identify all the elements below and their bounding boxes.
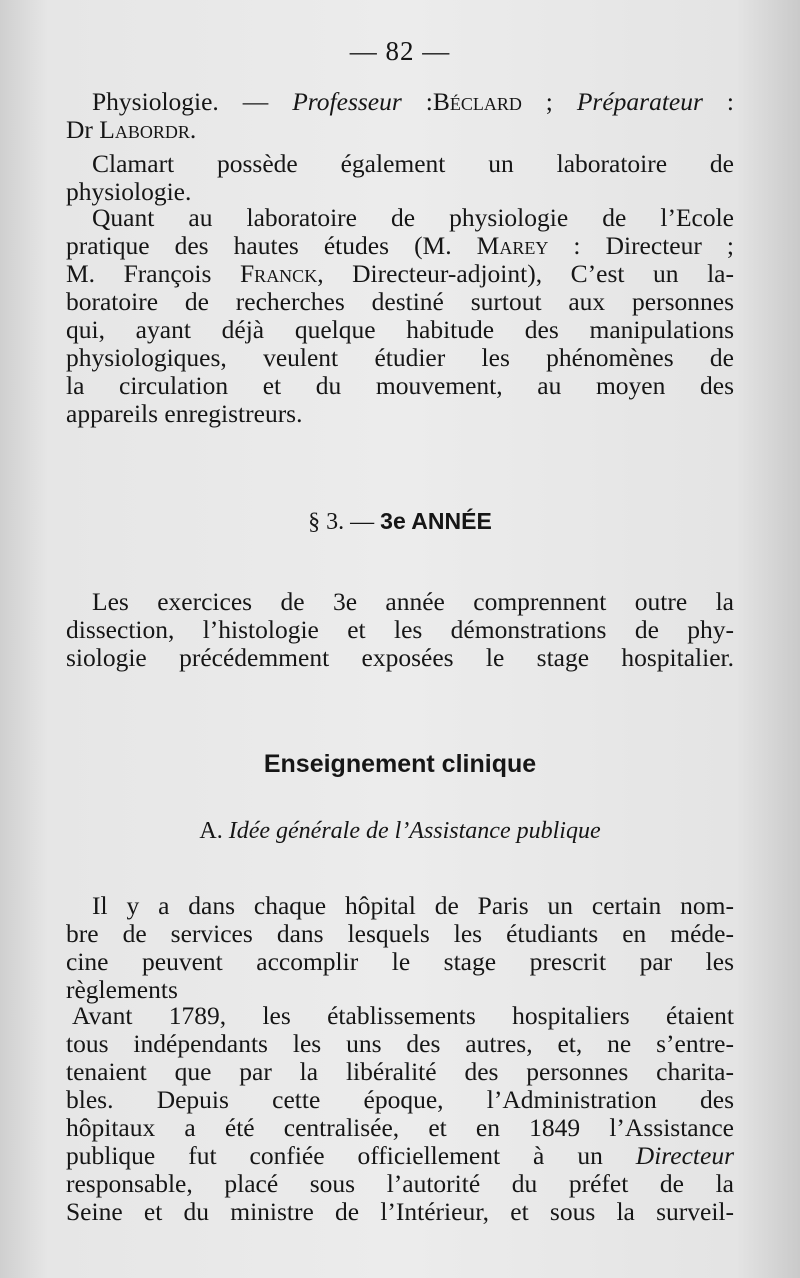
subheading-assistance-publique: A. Idée générale de l’Assistance publique bbox=[199, 818, 601, 844]
heading-enseignement-clinique: Enseignement clinique bbox=[263, 750, 537, 778]
paragraph-laboratoire-line-1: Quant au laboratoire de physiologie de l’Ecole bbox=[92, 203, 734, 232]
paragraph-avant-1789-line-4: bles. Depuis cette époque, l’Administration des bbox=[66, 1085, 734, 1114]
paragraph-avant-1789-line-2: tous indépendants les uns des autres, et, ne s’entre- bbox=[66, 1029, 734, 1058]
paragraph-hopital-line-1: Il y a dans chaque hôpital de Paris un certain nom- bbox=[92, 891, 734, 920]
paragraph-laboratoire-line-4: boratoire de recherches destiné surtout aux personnes bbox=[66, 287, 734, 316]
page-number: — 82 — bbox=[349, 36, 451, 66]
paragraph-clamart-line-1: Clamart possède également un laboratoire de bbox=[92, 149, 734, 178]
paragraph-laboratoire-line-6: physiologiques, veulent étudier les phénomènes de bbox=[66, 343, 734, 372]
paragraph-laboratoire-line-3: M. François Franck, Directeur-adjoint), C’est un la- bbox=[66, 259, 734, 288]
paragraph-laboratoire-line-2: pratique des hautes études (M. Marey : Directeur ; bbox=[66, 231, 734, 260]
paragraph-avant-1789-line-6: publique fut confiée officiellement à un Directeur bbox=[66, 1141, 734, 1170]
paragraph-avant-1789-line-1: Avant 1789, les établissements hospitaliers étaient bbox=[72, 1001, 734, 1030]
paragraph-physiologie-line-1: Physiologie. — Professeur :Béclard ; Préparateur : bbox=[92, 87, 734, 116]
paragraph-laboratoire-line-5: qui, ayant déjà quelque habitude des manipulations bbox=[66, 315, 734, 344]
paragraph-avant-1789-line-5: hôpitaux a été centralisée, et en 1849 l’Assistance bbox=[66, 1113, 734, 1142]
paragraph-hopital-line-3: cine peuvent accomplir le stage prescrit par les bbox=[66, 947, 734, 976]
paragraph-physiologie-line-2: Dr Labordr. bbox=[66, 115, 197, 144]
section-heading-3e-annee: § 3. — 3e ANNÉE bbox=[308, 508, 492, 535]
paragraph-laboratoire-line-7: la circulation et du mouvement, au moyen des bbox=[66, 371, 734, 400]
paragraph-exercices-line-2: dissection, l’histologie et les démonstrations de phy- bbox=[66, 615, 734, 644]
paragraph-hopital-line-4: règlements bbox=[66, 975, 178, 1004]
paragraph-avant-1789-line-8: Seine et du ministre de l’Intérieur, et sous la surveil- bbox=[66, 1197, 734, 1226]
paragraph-exercices-line-3: siologie précédemment exposées le stage hospitalier. bbox=[66, 643, 734, 672]
paragraph-hopital-line-2: bre de services dans lesquels les étudiants en méde- bbox=[66, 919, 734, 948]
paragraph-clamart-line-2: physiologie. bbox=[66, 177, 192, 206]
paragraph-avant-1789-line-3: tenaient que par la libéralité des personnes charita- bbox=[66, 1057, 734, 1086]
paragraph-laboratoire-line-8: appareils enregistreurs. bbox=[66, 399, 303, 428]
paragraph-exercices-line-1: Les exercices de 3e année comprennent outre la bbox=[92, 587, 734, 616]
paragraph-avant-1789-line-7: responsable, placé sous l’autorité du préfet de la bbox=[66, 1169, 734, 1198]
